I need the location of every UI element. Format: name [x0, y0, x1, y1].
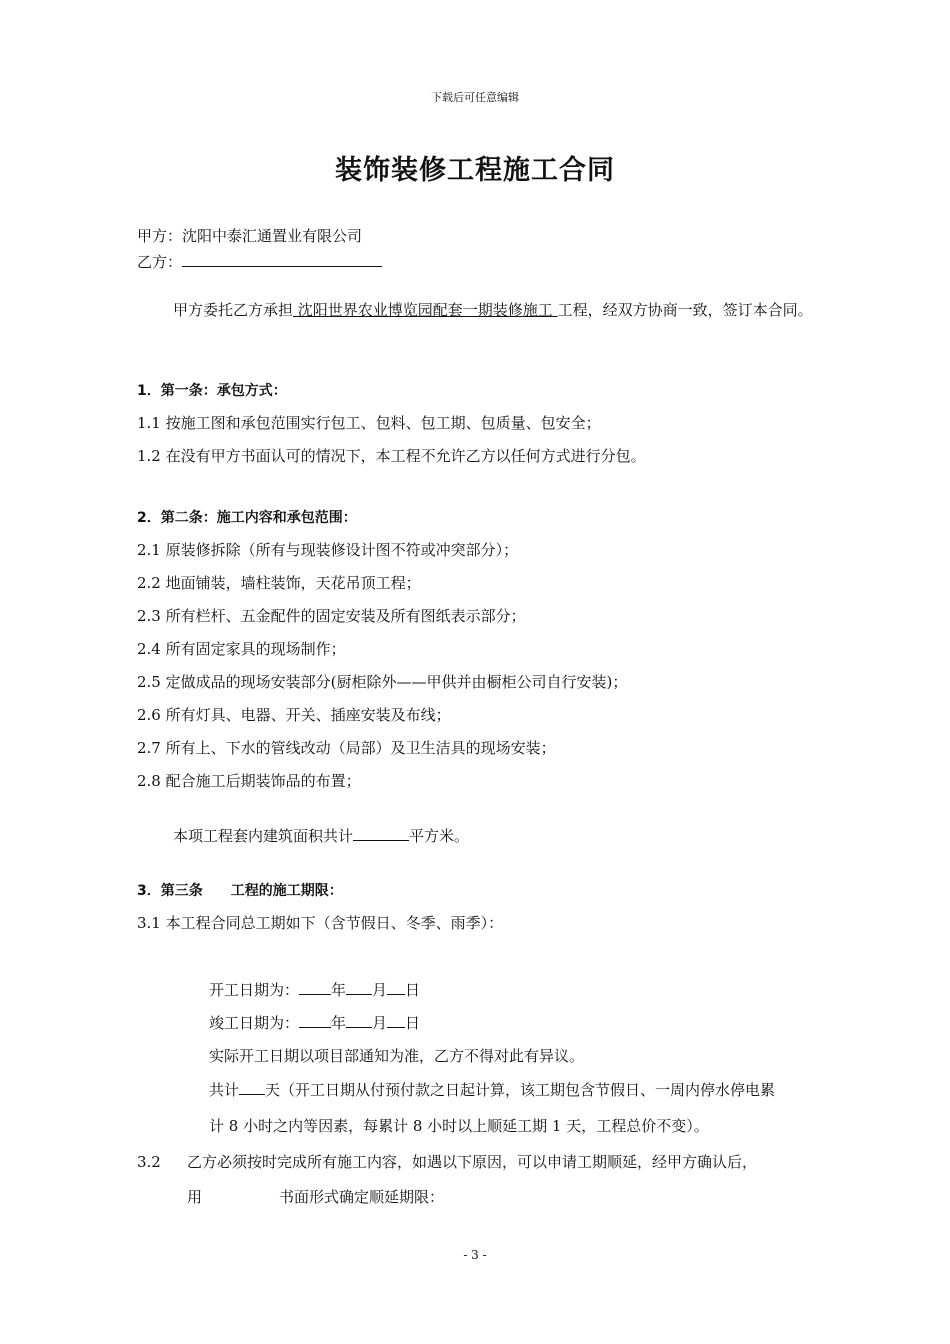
- party-a-line: [137, 226, 362, 246]
- section2-heading: 2．第二条：施工内容和承包范围：: [137, 510, 357, 526]
- total-label: 共计: [209, 1081, 240, 1099]
- area-label: 本项工程套内建筑面积共计: [173, 827, 354, 845]
- intro-project-name: 沈阳世界农业博览园配套一期装修施工: [293, 301, 558, 319]
- party-a-value: 沈阳中泰汇通置业有限公司: [182, 227, 363, 245]
- section1-heading: 1．第一条：承包方式：: [137, 383, 287, 399]
- total-days-text: 天（开工日期从付预付款之日起计算，该工期包含节假日、一周内停水停电累: [265, 1081, 776, 1099]
- area-blank: [353, 826, 409, 841]
- section2-item: 2.8 配合施工后期装饰品的布置；: [137, 772, 361, 790]
- section3-item-2-number: 3.2: [137, 1153, 161, 1171]
- section2-item: 2.6 所有灯具、电器、开关、插座安装及布线；: [137, 706, 451, 724]
- section1-item: 1.1 按施工图和承包范围实行包工、包料、包工期、包质量、包安全；: [137, 414, 601, 432]
- month-blank: [346, 980, 372, 995]
- month-blank: [346, 1013, 372, 1028]
- year-blank: [299, 980, 331, 995]
- end-date-label: 竣工日期为：: [209, 1014, 300, 1032]
- section2-item: 2.4 所有固定家具的现场制作；: [137, 640, 346, 658]
- day-blank: [387, 1013, 405, 1028]
- document-title: 装饰装修工程施工合同: [335, 155, 615, 186]
- section3-item-1: 3.1 本工程合同总工期如下（含节假日、冬季、雨季）：: [137, 914, 504, 932]
- party-a-label: 甲方：: [137, 227, 183, 245]
- section3-item-2-rest: 书面形式确定顺延期限：: [279, 1188, 445, 1206]
- section1-item: 1.2 在没有甲方书面认可的情况下，本工程不允许乙方以任何方式进行分包。: [137, 447, 646, 465]
- total-days-line: [209, 1080, 775, 1100]
- day-text: 日: [405, 981, 421, 999]
- total-days-blank: [239, 1080, 265, 1095]
- start-date-label: 开工日期为：: [209, 981, 300, 999]
- total-days-line2: 计 8 小时之内等因素，每累计 8 小时以上顺延工期 1 天，工程总价不变）。: [209, 1117, 709, 1135]
- section2-item: 2.7 所有上、下水的管线改动（局部）及卫生洁具的现场安装；: [137, 739, 556, 757]
- section3-item-2-use: 用: [187, 1188, 203, 1206]
- party-b-label: 乙方：: [137, 253, 183, 271]
- area-line: [173, 826, 469, 846]
- intro-before: 甲方委托乙方承担: [173, 301, 294, 319]
- header-note: 下载后可任意编辑: [431, 91, 519, 104]
- page-number: - 3 -: [463, 1248, 487, 1262]
- section3-heading-number: 3．第三条: [137, 883, 203, 899]
- section3-heading: [137, 880, 343, 900]
- month-text: 月: [372, 981, 388, 999]
- party-b-blank: [182, 252, 382, 267]
- intro-paragraph: [137, 297, 837, 324]
- actual-start-note: 实际开工日期以项目部通知为准，乙方不得对此有异议。: [209, 1047, 585, 1065]
- day-blank: [387, 980, 405, 995]
- day-text: 日: [405, 1014, 421, 1032]
- year-text: 年: [331, 1014, 347, 1032]
- end-date-line: [209, 1013, 420, 1033]
- section2-item: 2.3 所有栏杆、五金配件的固定安装及所有图纸表示部分；: [137, 607, 526, 625]
- year-blank: [299, 1013, 331, 1028]
- month-text: 月: [372, 1014, 388, 1032]
- party-b-line: [137, 252, 382, 272]
- start-date-line: [209, 980, 420, 1000]
- section2-item: 2.5 定做成品的现场安装部分(厨柜除外——甲供并由橱柜公司自行安装)；: [137, 673, 628, 691]
- section2-item: 2.2 地面铺装，墙柱装饰，天花吊顶工程；: [137, 574, 421, 592]
- area-unit: 平方米。: [409, 827, 470, 845]
- section3-item-2-text: 乙方必须按时完成所有施工内容，如遇以下原因，可以申请工期顺延，经甲方确认后，: [187, 1153, 758, 1171]
- section3-heading-text: 工程的施工期限：: [230, 883, 343, 899]
- intro-after: 工程，经双方协商一致，签订本合同。: [557, 301, 813, 319]
- section2-item: 2.1 原装修拆除（所有与现装修设计图不符或冲突部分）；: [137, 541, 519, 559]
- year-text: 年: [331, 981, 347, 999]
